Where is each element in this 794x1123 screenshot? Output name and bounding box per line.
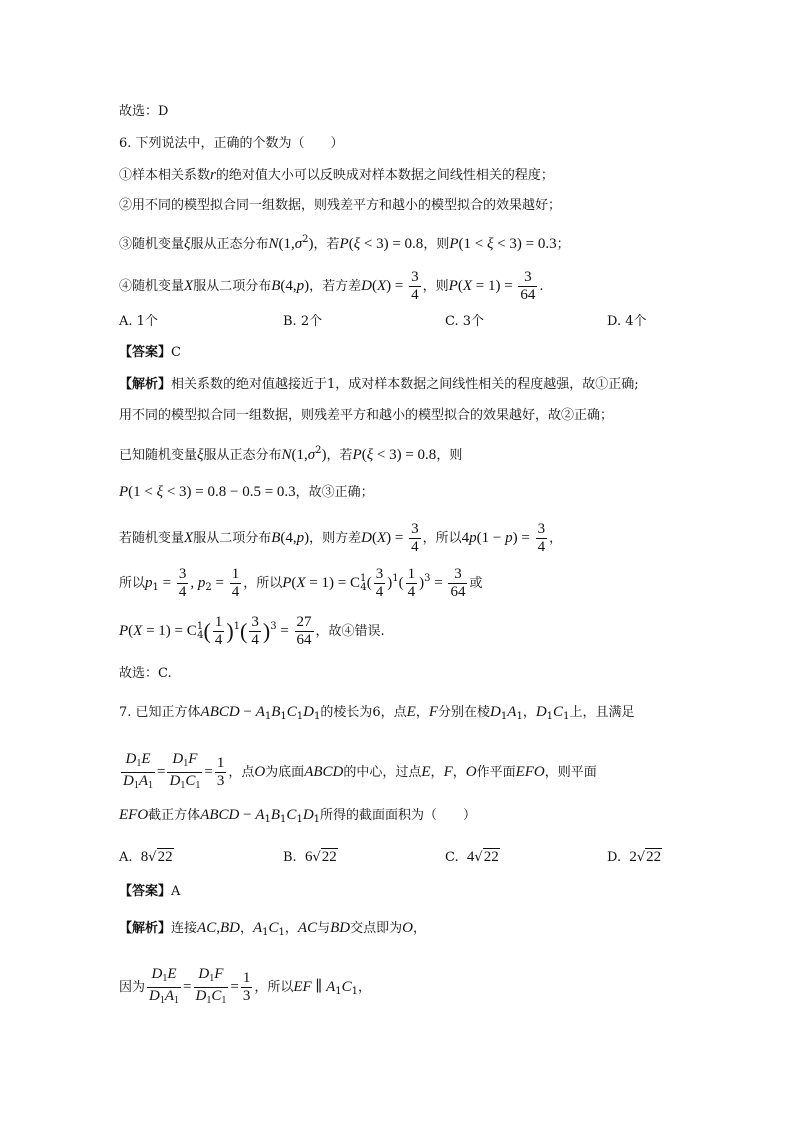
previous-answer-choice: 故选：D (119, 104, 169, 119)
q6-stem: 6. 下列说法中，正确的个数为（ ） (119, 136, 344, 151)
q7-option-b: B. 6√22 (283, 849, 337, 865)
q6-conclusion: 故选：C. (119, 666, 172, 681)
q7-stem-line-1: 7. 已知正方体ABCD − $A_1B_1C_1D_1$的棱长为6，点E，F分别在棱$D_1A_1$，$D_1C_1$上，且满足 (119, 704, 635, 722)
q6-analysis-1: 【解析】相关系数的绝对值越接近于1，成对样本数据之间线性相关的程度越强，故①正确; (119, 377, 639, 392)
q6-option-b: B. 2个 (283, 314, 323, 329)
q6-option-a: A. 1个 (119, 314, 158, 329)
q6-statement-1: ①样本相关系数r的绝对值大小可以反映成对样本数据之间线性相关的程度； (119, 167, 554, 183)
q6-answer: 【答案】C (119, 345, 181, 360)
q6-option-d: D. 4个 (607, 314, 647, 329)
q6-analysis-2: 用不同的模型拟合同一组数据，则残差平方和越小的模型拟合的效果越好，故②正确； (119, 408, 614, 423)
q7-option-d: D. 2√22 (607, 849, 662, 865)
q7-stem-line-2: $\frac{D_1E}{D_1A_1}$ = $\frac{D_1F}{D_1C_1}$ = $\frac{1}{3}$ ，点O为底面ABCD的中心，过点E，F，O作平面EFO，则平面 (123, 751, 597, 791)
q7-option-a: A. 8√22 (119, 849, 173, 865)
q7-analysis-1: 【解析】连接AC,BD，$A_1C_1$，AC与BD交点即为O， (119, 920, 426, 938)
q6-option-c: C. 3个 (445, 314, 485, 329)
q7-analysis-2: 因为 $\frac{D_1E}{D_1A_1}$ = $\frac{D_1F}{D_1C_1}$ = $\frac{1}{3}$ ，所以EF ∥ $A_1C_1$， (119, 966, 372, 1006)
q6-analysis-5: 若随机变量X服从二项分布B(4,p)，则方差D(X) = $\frac{3}{4}$ ，所以4p(1 − p) = $\frac{3}{4}$ ， (119, 521, 563, 555)
q6-analysis-3: 已知随机变量ξ服从正态分布$N(1,\sigma^2)$，若P(ξ < 3) = 0.8，则 (119, 445, 463, 463)
q6-analysis-6: 所以$p_1$ = $\frac{3}{4}$ , $p_2$ = $\frac{1}{4}$ ，所以$P(X = 1) = C^1_4$( $\frac{3}{4}$ )$^1$( $\frac{1}{4}$ )$^3$ = $\frac{3}{64}$ 或 (119, 566, 483, 600)
q6-statement-3: ③随机变量ξ服从正态分布$N(1,\sigma^2)$，若P(ξ < 3) = 0.8，则P(1 < ξ < 3) = 0.3； (119, 234, 570, 252)
q7-answer: 【答案】A (119, 884, 181, 899)
q6-analysis-7: $P(X = 1) = C^1_4$( $\frac{1}{4}$ )$^1$( $\frac{3}{4}$ )$^3$ = $\frac{27}{64}$ ，故④错误. (119, 614, 385, 648)
q6-statement-4: ④随机变量X服从二项分布B(4,p)，若方差D(X) = $\frac{3}{4}$ ，则P(X = 1) = $\frac{3}{64}$ . (119, 269, 544, 303)
q7-option-c: C. 4√22 (445, 849, 499, 865)
q7-stem-line-3: EFO截正方体ABCD − $A_1B_1C_1D_1$所得的截面面积为（ ） (119, 807, 477, 825)
q6-statement-2: ②用不同的模型拟合同一组数据，则残差平方和越小的模型拟合的效果越好； (119, 198, 562, 213)
q6-analysis-4: P(1 < ξ < 3) = 0.8 − 0.5 = 0.3，故③正确； (119, 484, 374, 500)
